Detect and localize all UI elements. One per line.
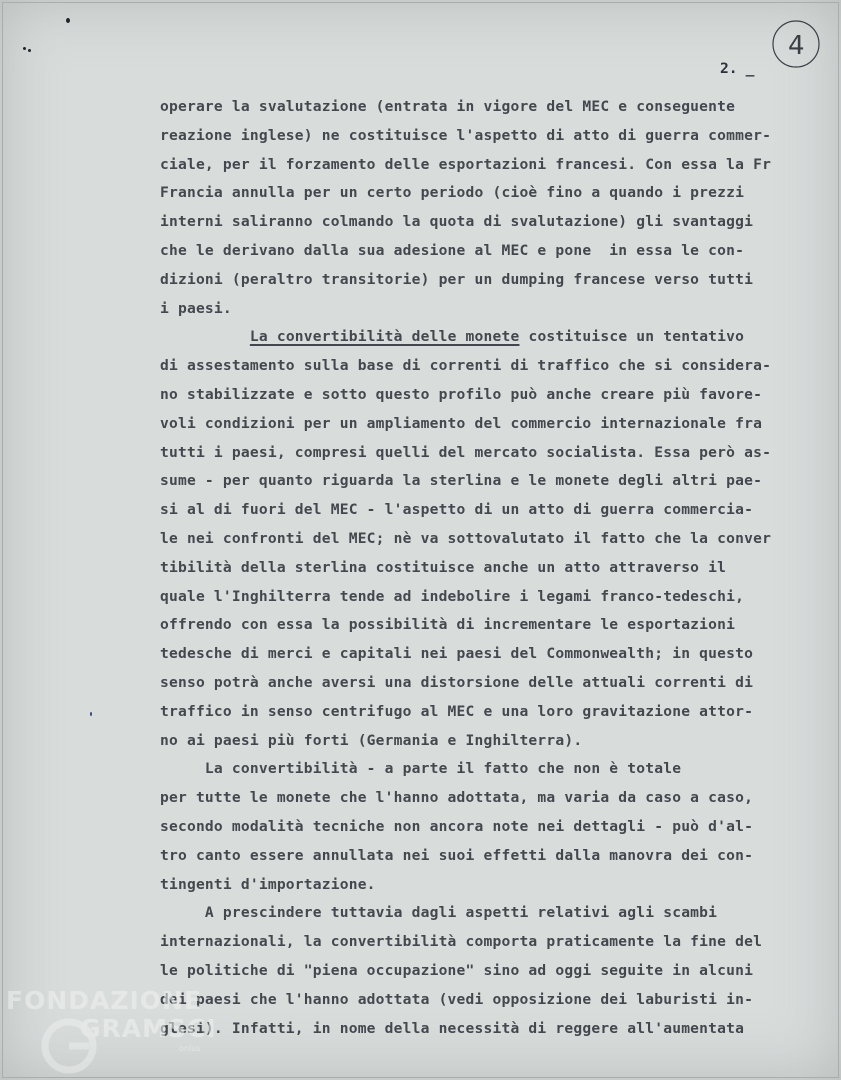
typed-line: La convertibilità - a parte il fatto che non è totale	[160, 760, 682, 778]
typed-line: ciale, per il forzamento delle esportazioni francesi. Con essa la Fr	[160, 155, 772, 173]
typed-line: secondo modalità tecniche non ancora note nei dettagli - può d'al-	[160, 817, 754, 835]
typed-line: glesi). Infatti, in nome della necessità di reggere all'aumentata	[160, 1019, 745, 1037]
typed-line: no stabilizzate e sotto questo profilo può anche creare più favore-	[160, 385, 763, 403]
typed-line: dei paesi che l'hanno adottata (vedi opposizione dei laburisti in-	[160, 990, 754, 1008]
ink-speck	[90, 712, 92, 716]
typed-line: operare la svalutazione (entrata in vigore del MEC e conseguente	[160, 98, 736, 115]
typed-line: no ai paesi più forti (Germania e Inghilterra).	[160, 731, 583, 749]
typed-line: le politiche di "piena occupazione" sino ad oggi seguite in alcuni	[160, 961, 754, 979]
typed-line: offrendo con essa la possibilità di incrementare le esportazioni	[160, 616, 736, 634]
typed-line: tibilità della sterlina costituisce anche un atto attraverso il	[160, 558, 727, 576]
typed-line: internazionali, la convertibilità comporta praticamente la fine del	[160, 933, 763, 951]
typed-line: reazione inglese) ne costituisce l'aspetto di atto di guerra commer-	[160, 126, 772, 144]
typed-line: per tutte le monete che l'hanno adottata, ma varia da caso a caso,	[160, 789, 754, 807]
watermark-line1: FONDAZIONE	[6, 986, 203, 1015]
typed-line: sume - per quanto riguarda la sterlina e le monete degli altri pae-	[160, 472, 763, 490]
typed-line: senso potrà anche aversi una distorsione delle attuali correnti di	[160, 673, 754, 691]
typed-line: di assestamento sulla base di correnti di traffico che si considera-	[160, 357, 772, 375]
typed-line: interni saliranno colmando la quota di svalutazione) gli svantaggi	[160, 213, 754, 231]
fondazione-gramsci-watermark	[6, 982, 236, 1072]
typed-line: che le derivano dalla sua adesione al MEC e pone in essa le con-	[160, 241, 745, 259]
typed-line: tingenti d'importazione.	[160, 875, 376, 893]
heading-line-rest: costituisce un tentativo	[519, 328, 745, 346]
typed-line: quale l'Inghilterra tende ad indebolire i legami franco-tedeschi,	[160, 587, 745, 605]
ink-speck	[28, 49, 31, 52]
typed-line: tedesche di merci e capitali nei paesi del Commonwealth; in questo	[160, 645, 754, 663]
typed-line: le nei confronti del MEC; nè va sottovalutato il fatto che la conver	[160, 529, 772, 547]
typed-line: si al di fuori del MEC - l'aspetto di un atto di guerra commercia-	[160, 501, 754, 519]
page-number-value: 2.	[720, 60, 738, 77]
folio-circle-mark	[770, 18, 822, 70]
page-number-dash: _	[745, 60, 755, 77]
typed-line	[160, 323, 820, 352]
typed-line: voli condizioni per un ampliamento del commercio internazionale fra	[160, 414, 763, 432]
typed-line: tro canto essere annullata nei suoi effetti dalla manovra dei con-	[160, 846, 754, 864]
watermark-line2: GRAMSCI	[80, 1014, 217, 1043]
section-heading: La convertibilità delle monete	[249, 328, 520, 346]
typed-line: A prescindere tuttavia dagli aspetti relativi agli scambi	[160, 904, 718, 922]
typed-line: Francia annulla per un certo periodo (cioè fino a quando i prezzi	[160, 184, 745, 202]
folio-number: 4	[788, 31, 805, 61]
ink-speck	[23, 47, 26, 50]
ink-speck	[66, 18, 70, 23]
typed-line: traffico in senso centrifugo al MEC e una loro gravitazione attor-	[160, 702, 754, 720]
page-number	[720, 60, 754, 77]
typed-body-text	[160, 93, 820, 1043]
watermark-sub: onlus	[179, 1044, 201, 1053]
typed-line: i paesi.	[160, 299, 232, 317]
typed-line: tutti i paesi, compresi quelli del mercato socialista. Essa però as-	[160, 443, 772, 461]
typed-line: dizioni (peraltro transitorie) per un dumping francese verso tutti	[160, 270, 754, 288]
